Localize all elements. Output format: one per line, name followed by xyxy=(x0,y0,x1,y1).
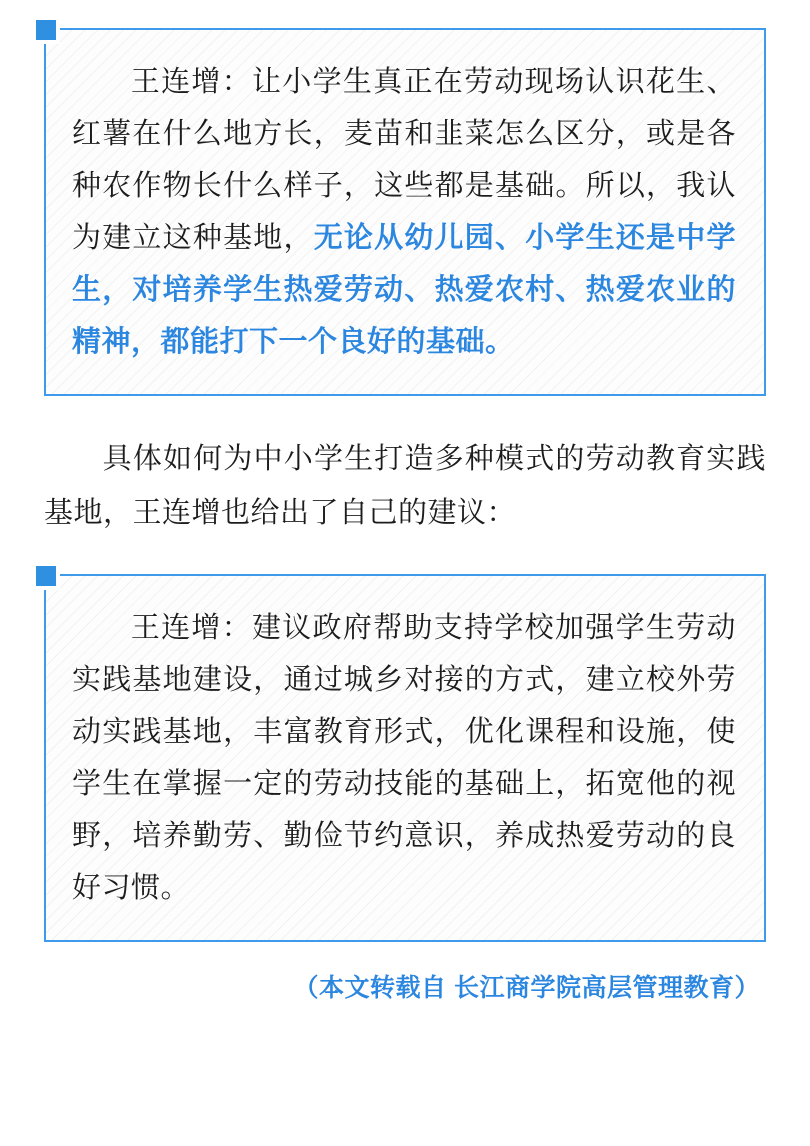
quote-block-2 xyxy=(44,574,766,942)
quote-block-1-highlight: 无论从幼儿园、小学生还是中学生，对培养学生热爱劳动、热爱农村、热爱农业的精神，都能打下一个良好的基础。 xyxy=(72,222,736,358)
quote-block-1-plain: 让小学生真正在劳动现场认识花生、红薯在什么地方长，麦苗和韭菜怎么区分，或是各种农作物长什么样子，这些都是基础。所以，我认为建立这种基地， xyxy=(72,66,736,254)
quote-block-1-speaker: 王连增： xyxy=(130,66,252,98)
square-marker-icon xyxy=(32,16,60,44)
top-spacer xyxy=(44,0,766,28)
quote-block-2-text xyxy=(72,602,736,914)
source-credit: （本文转载自 长江商学院高层管理教育） xyxy=(293,974,760,1002)
quote-block-2-plain: 建议政府帮助支持学校加强学生劳动实践基地建设，通过城乡对接的方式，建立校外劳动实践基地，丰富教育形式，优化课程和设施，使学生在掌握一定的劳动技能的基础上，拓宽他的视野，培养勤劳、勤俭节约意识，养成热爱劳动的良好习惯。 xyxy=(72,612,736,904)
body-paragraph-text: 具体如何为中小学生打造多种模式的劳动教育实践基地，王连增也给出了自己的建议： xyxy=(44,443,766,529)
quote-block-1 xyxy=(44,28,766,396)
quote-block-2-speaker: 王连增： xyxy=(130,612,252,644)
square-marker-icon xyxy=(32,562,60,590)
quote-block-1-text xyxy=(72,56,736,368)
body-paragraph xyxy=(44,432,766,540)
